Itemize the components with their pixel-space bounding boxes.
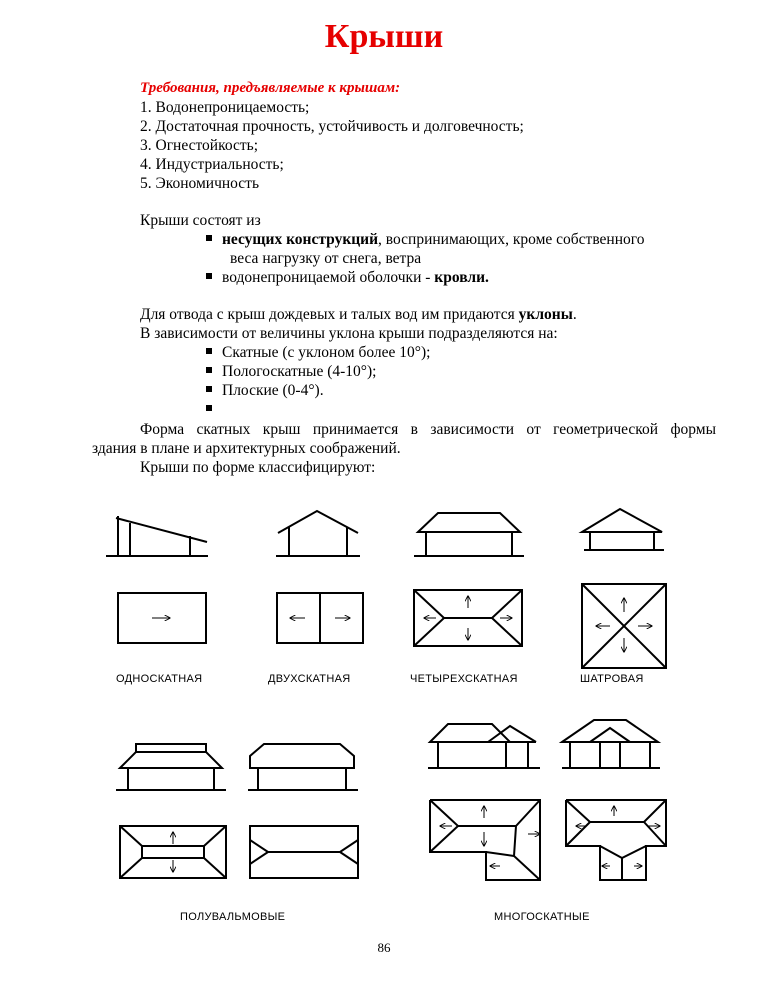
half-hip-plan-2: [250, 826, 358, 878]
requirement-item: 1. Водонепроницаемость;: [140, 99, 310, 116]
requirement-item: 4. Индустриальность;: [140, 156, 284, 173]
hip-plan: [414, 590, 522, 646]
single-pitch-elevation: [106, 516, 208, 556]
page-title: Крыши: [324, 18, 444, 55]
requirements-heading: Требования, предъявляемые к крышам:: [140, 80, 401, 96]
half-hip-elevation-2: [248, 744, 358, 790]
gable-plan: [277, 593, 363, 643]
slope-text: Скатные (с уклоном более 10°);: [222, 344, 431, 361]
tent-plan: [582, 584, 666, 668]
bold-term: уклоны: [518, 306, 573, 323]
multi-pitch-plan-2: [566, 800, 666, 880]
hip-elevation: [414, 513, 524, 556]
classify-line: Крыши по форме классифицируют:: [140, 459, 376, 476]
bold-term: несущих конструкций: [222, 231, 379, 248]
multi-pitch-plan-1: [430, 800, 540, 880]
half-hip-plan-1: [120, 826, 226, 878]
caption-half-hip: ПОЛУВАЛЬМОВЫЕ: [180, 911, 286, 923]
page-number: 86: [377, 940, 391, 955]
half-hip-elevation-1: [116, 744, 226, 790]
composition-text: веса нагрузку от снега, ветра: [230, 250, 422, 267]
single-pitch-plan: [118, 593, 206, 643]
caption-multi-pitch: МНОГОСКАТНЫЕ: [494, 911, 590, 923]
slope-text: Плоские (0-4°).: [222, 382, 324, 399]
slope-text: Пологоскатные (4-10°);: [222, 363, 377, 380]
form-paragraph-line: Форма скатных крыш принимается в зависимости от геометрической формы: [140, 421, 716, 438]
slopes-text: Для отвода с крыш дождевых и талых вод им придаются: [140, 306, 519, 323]
form-paragraph-line: здания в плане и архитектурных соображений.: [92, 440, 401, 457]
caption-single-pitch: ОДНОСКАТНАЯ: [116, 673, 203, 685]
tent-elevation: [582, 509, 664, 550]
caption-gable: ДВУХСКАТНАЯ: [268, 673, 351, 685]
bold-term: кровли.: [434, 269, 489, 286]
requirement-item: 2. Достаточная прочность, устойчивость и долговечность;: [140, 118, 524, 135]
caption-tent: ШАТРОВАЯ: [580, 673, 644, 685]
composition-text: , воспринимающих, кроме собственного: [378, 231, 645, 248]
gable-elevation: [276, 511, 360, 556]
requirement-item: 3. Огнестойкость;: [140, 137, 259, 154]
composition-text: водонепроницаемой оболочки -: [222, 269, 435, 286]
requirement-item: 5. Экономичность: [140, 175, 260, 192]
slopes-line: В зависимости от величины уклона крыши подразделяются на:: [140, 325, 558, 342]
composition-intro: Крыши состоят из: [140, 212, 261, 229]
multi-pitch-elevation-2: [562, 720, 660, 768]
slopes-text: .: [572, 306, 577, 323]
multi-pitch-elevation-1: [428, 724, 540, 768]
caption-hip: ЧЕТЫРЕХСКАТНАЯ: [410, 673, 518, 685]
